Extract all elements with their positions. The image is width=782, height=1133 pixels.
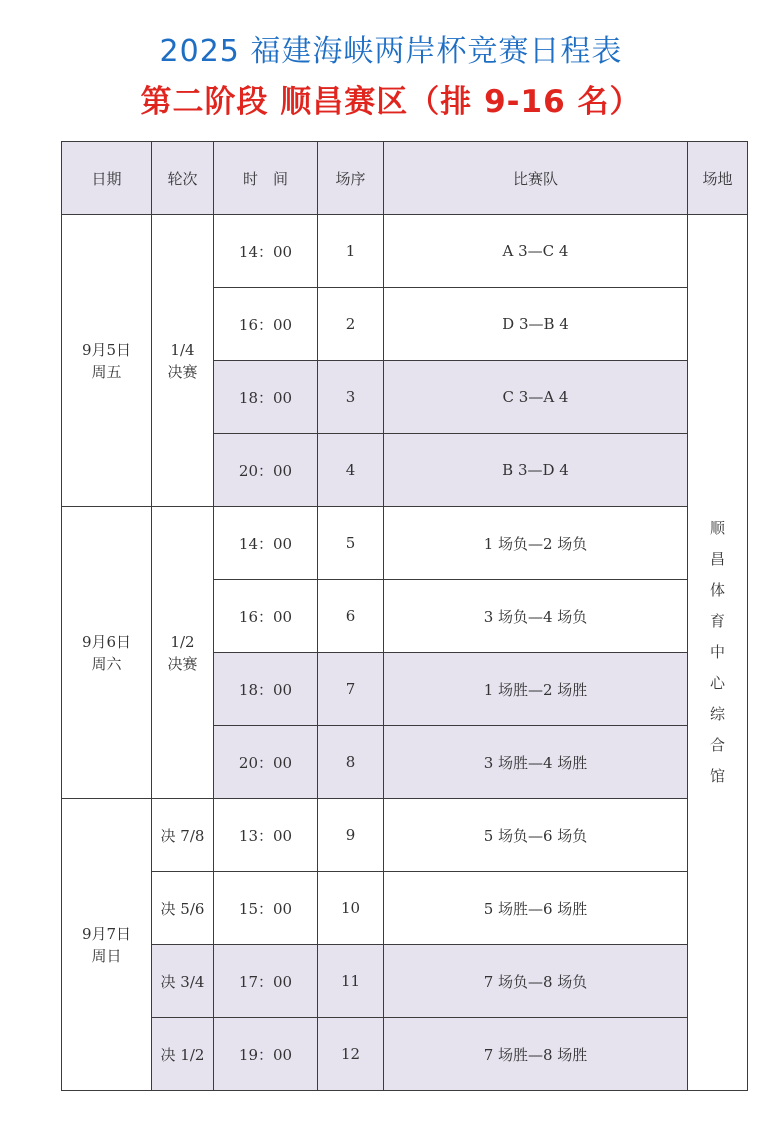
order-cell: 4 (318, 434, 384, 507)
round-cell: 决 5/6 (152, 872, 214, 945)
teams-cell: 5 场胜—6 场胜 (384, 872, 688, 945)
time-cell: 19：00 (214, 1018, 318, 1091)
order-cell: 9 (318, 799, 384, 872)
weekday-label: 周日 (91, 946, 122, 965)
time-cell: 15：00 (214, 872, 318, 945)
teams-cell: 5 场负—6 场负 (384, 799, 688, 872)
page-title: 2025 福建海峡两岸杯竞赛日程表 (159, 34, 623, 69)
venue-label: 顺昌体育中心综合馆 (709, 519, 725, 785)
order-cell: 8 (318, 726, 384, 799)
weekday-label: 周六 (91, 654, 122, 673)
time-cell: 18：00 (214, 653, 318, 726)
date-cell (62, 215, 152, 507)
date-cell (62, 799, 152, 1091)
table-row (62, 945, 748, 1018)
round-label: 1/4决赛 (167, 340, 198, 381)
date-label: 9月5日 (81, 340, 132, 359)
round-cell (152, 215, 214, 507)
teams-cell: 7 场胜—8 场胜 (384, 1018, 688, 1091)
order-cell: 1 (318, 215, 384, 288)
date-label: 9月7日 (81, 924, 132, 943)
table-row (62, 215, 748, 288)
time-cell: 17：00 (214, 945, 318, 1018)
teams-cell: 1 场胜—2 场胜 (384, 653, 688, 726)
order-cell: 6 (318, 580, 384, 653)
time-cell: 20：00 (214, 434, 318, 507)
table-row (62, 507, 748, 580)
time-cell: 13：00 (214, 799, 318, 872)
time-cell: 20：00 (214, 726, 318, 799)
page-subtitle: 第二阶段 顺昌赛区（排 9-16 名） (140, 84, 642, 120)
table-row (62, 872, 748, 945)
time-cell: 16：00 (214, 580, 318, 653)
header-order: 场序 (318, 142, 384, 215)
venue-cell (688, 215, 748, 1091)
teams-cell: 7 场负—8 场负 (384, 945, 688, 1018)
header-teams: 比赛队 (384, 142, 688, 215)
teams-cell: 3 场胜—4 场胜 (384, 726, 688, 799)
teams-cell: D 3—B 4 (384, 288, 688, 361)
table-row (62, 1018, 748, 1091)
order-cell: 5 (318, 507, 384, 580)
order-cell: 12 (318, 1018, 384, 1091)
teams-cell: 3 场负—4 场负 (384, 580, 688, 653)
time-cell: 14：00 (214, 507, 318, 580)
date-label: 9月6日 (81, 632, 132, 651)
teams-cell: C 3—A 4 (384, 361, 688, 434)
teams-cell: B 3—D 4 (384, 434, 688, 507)
header-round: 轮次 (152, 142, 214, 215)
weekday-label: 周五 (91, 362, 122, 381)
order-cell: 2 (318, 288, 384, 361)
order-cell: 3 (318, 361, 384, 434)
round-cell: 决 1/2 (152, 1018, 214, 1091)
order-cell: 7 (318, 653, 384, 726)
round-cell: 决 7/8 (152, 799, 214, 872)
header-venue: 场地 (688, 142, 748, 215)
teams-cell: 1 场负—2 场负 (384, 507, 688, 580)
time-cell: 14：00 (214, 215, 318, 288)
round-cell (152, 507, 214, 799)
header-time: 时 间 (214, 142, 318, 215)
order-cell: 11 (318, 945, 384, 1018)
date-cell (62, 507, 152, 799)
table-row (62, 799, 748, 872)
header-date: 日期 (62, 142, 152, 215)
time-cell: 18：00 (214, 361, 318, 434)
round-label: 1/2决赛 (167, 632, 198, 673)
time-cell: 16：00 (214, 288, 318, 361)
schedule-table (61, 141, 748, 1091)
round-cell: 决 3/4 (152, 945, 214, 1018)
teams-cell: A 3—C 4 (384, 215, 688, 288)
table-header-row (62, 142, 748, 215)
order-cell: 10 (318, 872, 384, 945)
